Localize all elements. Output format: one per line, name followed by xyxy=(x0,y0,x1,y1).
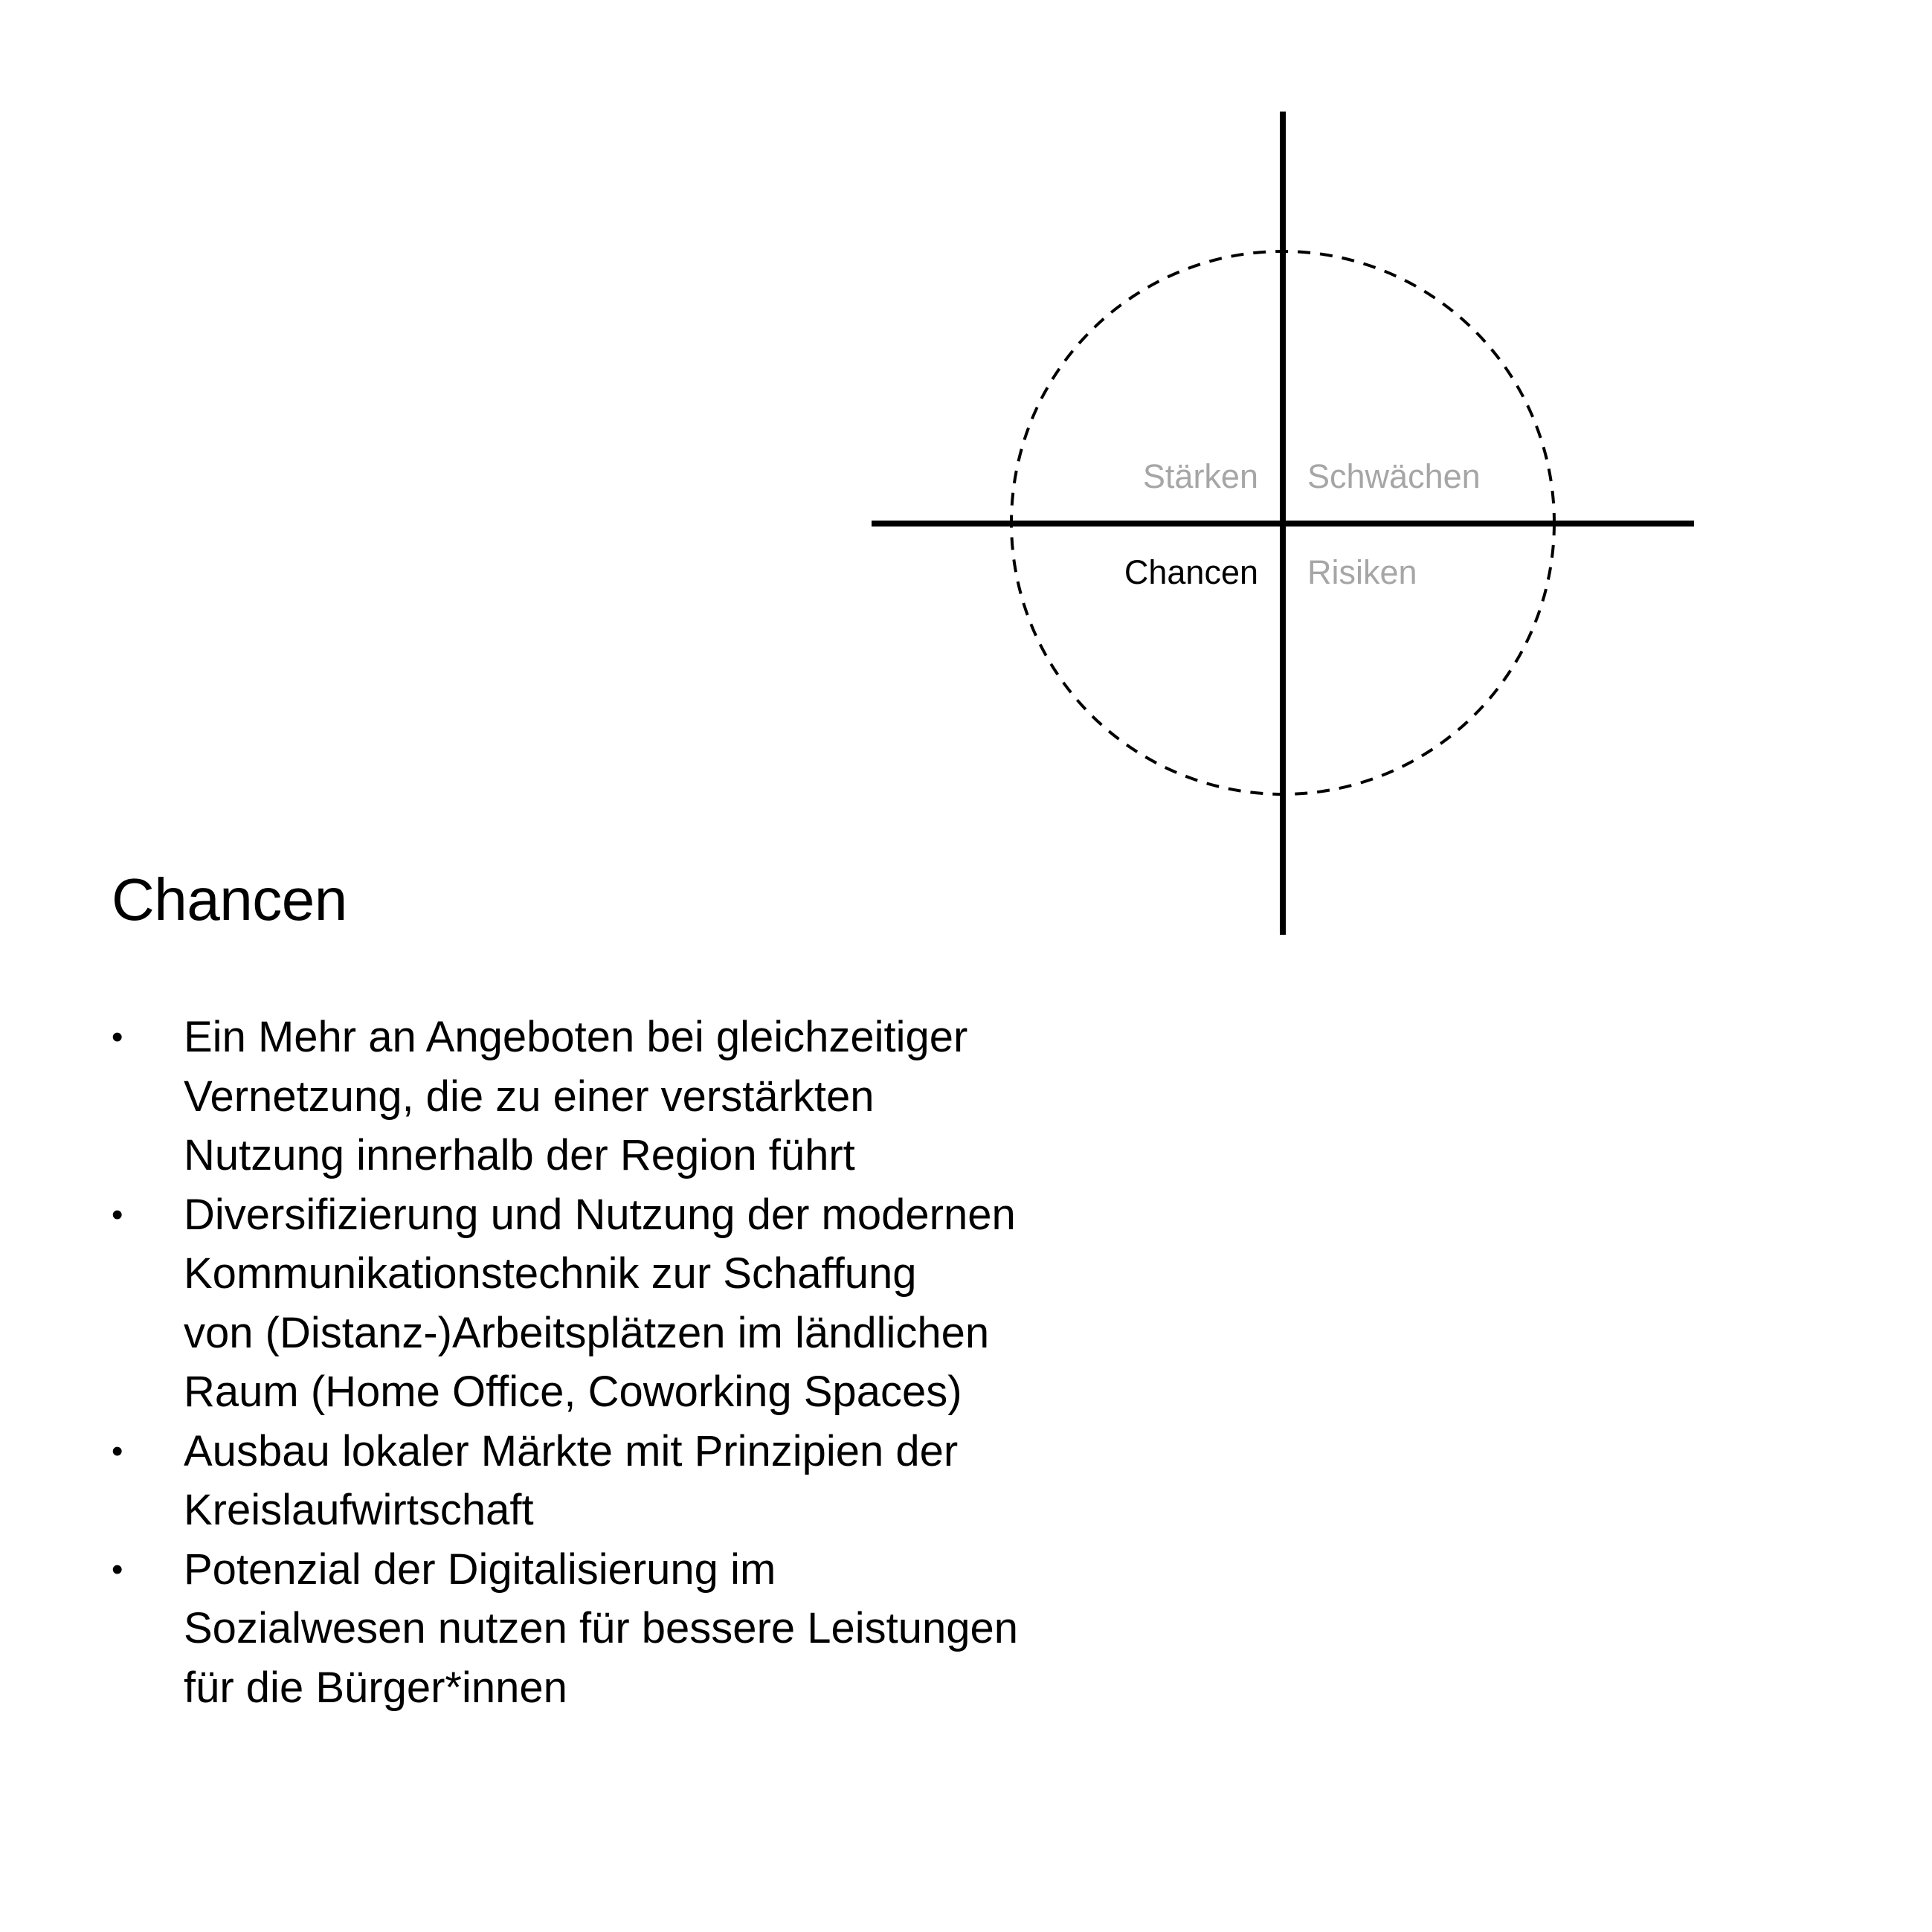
bullet-marker: • xyxy=(112,1196,123,1233)
bullet-text-line: Nutzung innerhalb der Region führt xyxy=(184,1131,855,1179)
bullet-text-line: Sozialwesen nutzen für bessere Leistungen xyxy=(184,1604,1019,1652)
bullet-text-line: Raum (Home Office, Coworking Spaces) xyxy=(184,1368,962,1416)
section-title: Chancen xyxy=(112,866,347,933)
bullet-text-line: Ein Mehr an Angeboten bei gleichzeitiger xyxy=(184,1013,968,1061)
list-item xyxy=(112,1540,1153,1718)
bullet-text-line: Diversifizierung und Nutzung der modernen xyxy=(184,1190,1016,1239)
bullet-text-line: Potenzial der Digitalisierung im xyxy=(184,1545,776,1594)
bullet-text-line: Kommunikationstechnik zur Schaffung xyxy=(184,1249,917,1298)
quadrant-label-chancen: Chancen xyxy=(1124,553,1258,591)
list-item xyxy=(112,1008,1153,1185)
quadrant-label-schwaechen: Schwächen xyxy=(1307,457,1481,495)
bullet-text-line: von (Distanz-)Arbeitsplätzen im ländlichen xyxy=(184,1308,990,1357)
quadrant-label-staerken: Stärken xyxy=(1142,457,1258,495)
list-item xyxy=(112,1185,1153,1422)
bullet-text-line: Ausbau lokaler Märkte mit Prinzipien der xyxy=(184,1426,959,1475)
bullet-text-line: Vernetzung, die zu einer verstärkten xyxy=(184,1072,875,1121)
quadrant-label-risiken: Risiken xyxy=(1307,553,1417,591)
bullet-text-line: für die Bürger*innen xyxy=(184,1663,567,1712)
bullet-marker: • xyxy=(112,1551,123,1588)
list-item xyxy=(112,1422,1153,1540)
bullet-marker: • xyxy=(112,1019,123,1055)
bullet-text-line: Kreislaufwirtschaft xyxy=(184,1486,534,1534)
bullet-marker: • xyxy=(112,1432,123,1469)
bullet-list xyxy=(112,1008,1153,1717)
